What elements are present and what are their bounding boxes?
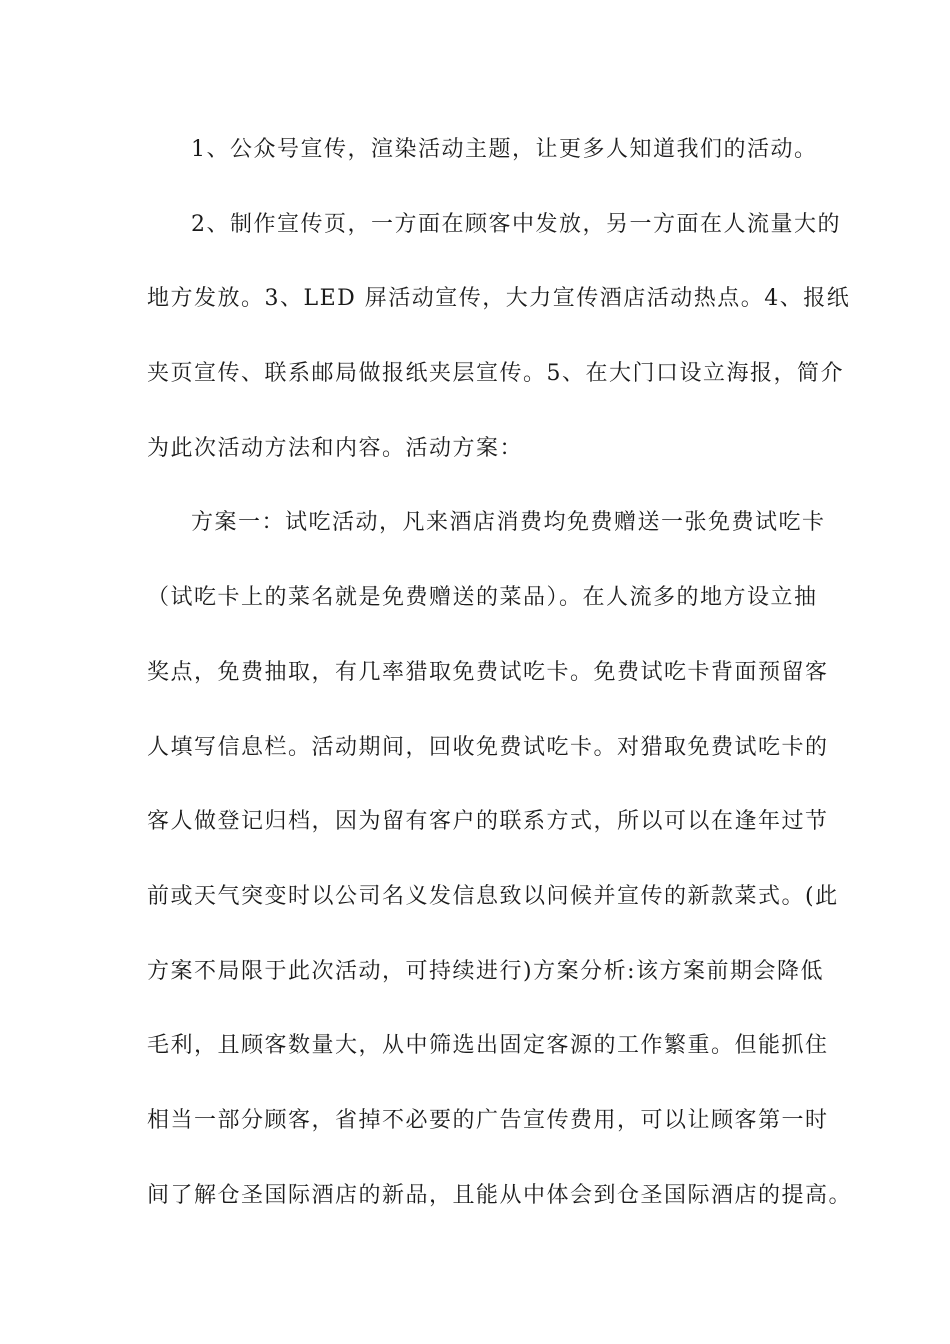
paragraph-line: 方案不局限于此次活动，可持续进行)方案分析:该方案前期会降低 <box>147 958 824 984</box>
paragraph-line: 前或天气突变时以公司名义发信息致以问候并宣传的新款菜式。(此 <box>147 883 839 909</box>
paragraph-line: 1、公众号宣传，渲染活动主题，让更多人知道我们的活动。 <box>191 137 818 162</box>
paragraph-line: 客人做登记归档，因为留有客户的联系方式，所以可以在逢年过节 <box>147 809 829 835</box>
paragraph-line: 方案一：试吃活动，凡来酒店消费均免费赠送一张免费试吃卡 <box>191 510 826 536</box>
paragraph-line: 人填写信息栏。活动期间，回收免费试吃卡。对猎取免费试吃卡的 <box>147 734 829 760</box>
paragraph-line: 毛利，且顾客数量大，从中筛选出固定客源的工作繁重。但能抓住 <box>147 1033 829 1059</box>
paragraph-line: 间了解仓圣国际酒店的新品，且能从中体会到仓圣国际酒店的提高。 <box>147 1182 853 1208</box>
document-body <box>147 131 853 1251</box>
paragraph-line: 奖点，免费抽取，有几率猎取免费试吃卡。免费试吃卡背面预留客 <box>147 659 829 685</box>
paragraph-line: 为此次活动方法和内容。活动方案： <box>147 435 524 461</box>
paragraph-line: 夹页宣传、联系邮局做报纸夹层宣传。5、在大门口设立海报，简介 <box>147 361 844 387</box>
paragraph-line: 2、制作宣传页，一方面在顾客中发放，另一方面在人流量大的 <box>191 211 841 237</box>
paragraph-line: （试吃卡上的菜名就是免费赠送的菜品）。在人流多的地方设立抽 <box>147 585 818 611</box>
paragraph-line: 相当一部分顾客，省掉不必要的广告宣传费用，可以让顾客第一时 <box>147 1107 829 1133</box>
paragraph-line: 地方发放。3、LED 屏活动宣传，大力宣传酒店活动热点。4、报纸 <box>147 286 851 312</box>
